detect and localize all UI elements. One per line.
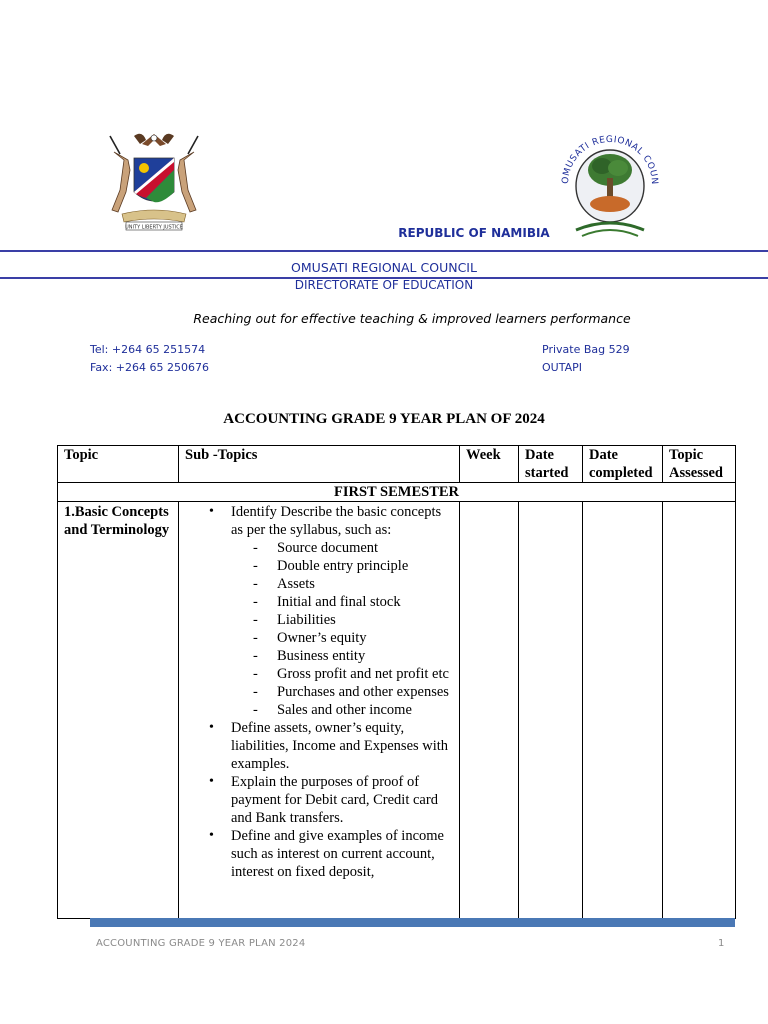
week-cell — [460, 502, 519, 919]
footer-text: ACCOUNTING GRADE 9 YEAR PLAN 2024 — [96, 938, 306, 949]
header-topic-assessed: Topic Assessed — [663, 446, 736, 483]
header-week: Week — [460, 446, 519, 483]
page-number: 1 — [718, 938, 725, 949]
subtopics-cell — [179, 502, 460, 919]
list-item: - Double entry principle — [231, 557, 453, 575]
omusati-council-logo — [558, 126, 662, 242]
header-topic: Topic — [58, 446, 179, 483]
town: OUTAPI — [542, 361, 582, 374]
list-item: - Owner’s equity — [231, 629, 453, 647]
footer-bar — [90, 918, 735, 927]
council-name: OMUSATI REGIONAL COUNCIL — [291, 260, 477, 275]
date-started-cell — [519, 502, 583, 919]
subtopic-bullet: • Define and give examples of income such as interest on current account, interest on fixed deposit, — [185, 827, 453, 881]
semester-row — [58, 483, 736, 502]
republic-title: REPUBLIC OF NAMIBIA — [398, 226, 550, 240]
list-item: - Assets — [231, 575, 453, 593]
subtopic-text: Identify Describe the basic concepts as per the syllabus, such as: — [231, 504, 442, 538]
fax: Fax: +264 65 250676 — [90, 361, 209, 374]
header-date-started: Date started — [519, 446, 583, 483]
namibia-coat-of-arms — [106, 130, 202, 236]
topic-cell: 1.Basic Concepts and Terminology — [58, 502, 179, 919]
list-item: - Liabilities — [231, 611, 453, 629]
header-rule-top — [0, 250, 768, 252]
telephone: Tel: +264 65 251574 — [90, 343, 206, 356]
document-title: ACCOUNTING GRADE 9 YEAR PLAN OF 2024 — [223, 411, 545, 427]
svg-text:UNITY LIBERTY JUSTICE: UNITY LIBERTY JUSTICE — [125, 224, 183, 231]
header-date-completed: Date completed — [583, 446, 663, 483]
svg-text:OMUSATI REGIONAL COUNCIL: OMUSATI REGIONAL COUN — [560, 134, 660, 186]
semester-label: FIRST SEMESTER — [58, 483, 736, 502]
list-item: - Purchases and other expenses — [231, 683, 453, 701]
table-row — [58, 502, 736, 919]
list-item: - Initial and final stock — [231, 593, 453, 611]
header-subtopics: Sub -Topics — [179, 446, 460, 483]
list-item: - Business entity — [231, 647, 453, 665]
list-item: - Gross profit and net profit etc — [231, 665, 453, 683]
topic-assessed-cell — [663, 502, 736, 919]
table-header-row — [58, 446, 736, 483]
year-plan-table — [57, 445, 736, 919]
subtopic-bullet: • Explain the purposes of proof of payment for Debit card, Credit card and Bank transfers. — [185, 773, 453, 827]
motto: Reaching out for effective teaching & improved learners performance — [193, 311, 631, 326]
list-item: - Source document — [231, 539, 453, 557]
postal-address: Private Bag 529 — [542, 343, 630, 356]
list-item: - Sales and other income — [231, 701, 453, 719]
subtopic-bullet: • Define assets, owner’s equity, liabilities, Income and Expenses with examples. — [185, 719, 453, 773]
date-completed-cell — [583, 502, 663, 919]
subtopic-bullet — [185, 503, 453, 719]
directorate-name: DIRECTORATE OF EDUCATION — [294, 278, 474, 292]
